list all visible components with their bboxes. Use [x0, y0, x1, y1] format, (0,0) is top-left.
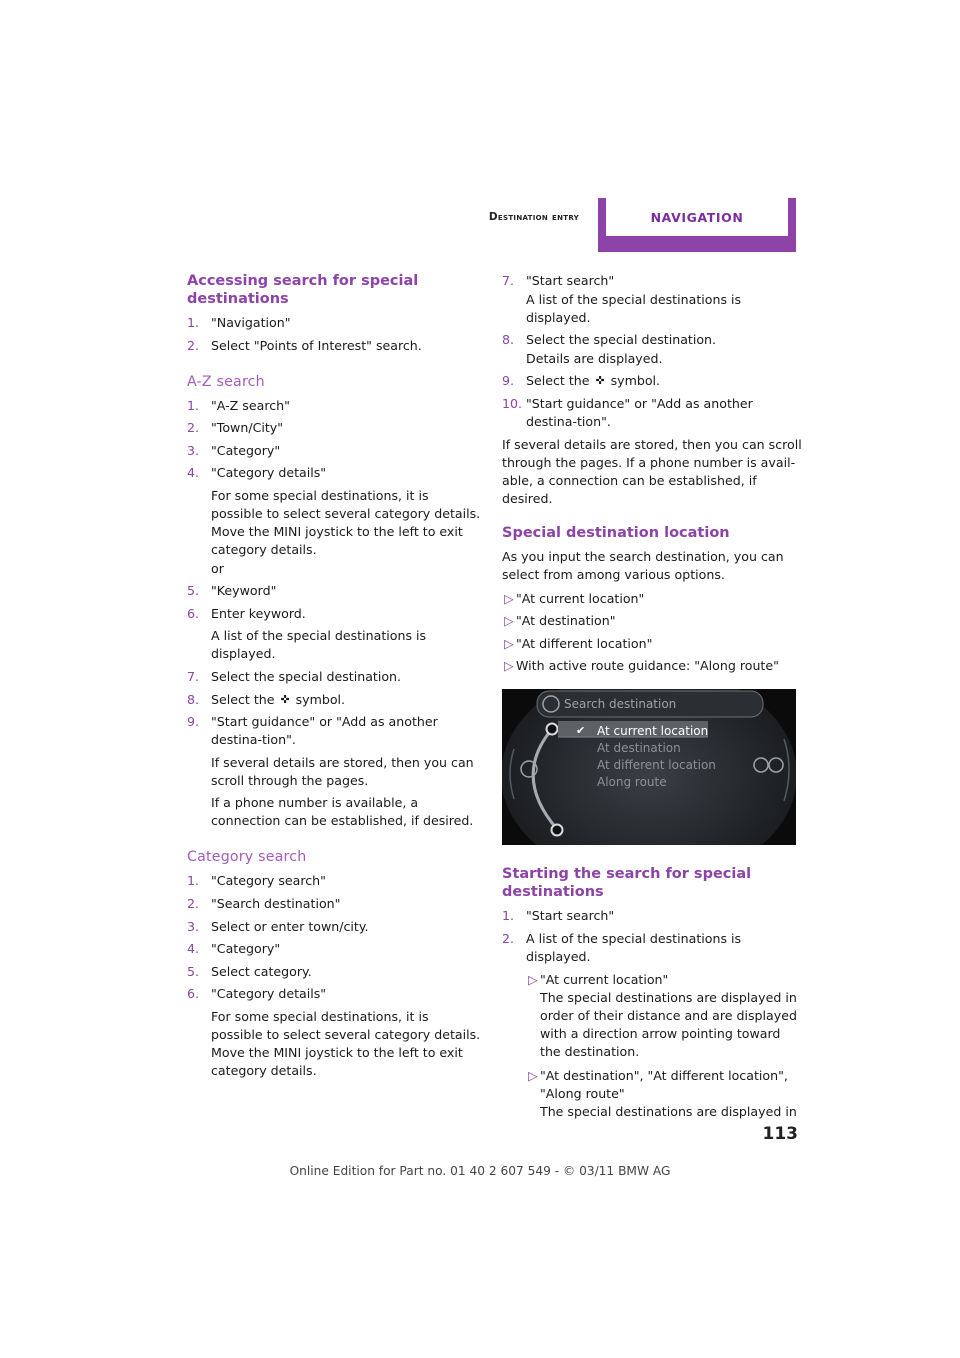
- list-item: 6. Enter keyword.: [187, 605, 306, 621]
- list-item: 5. Select category.: [187, 963, 312, 979]
- step-note: If several details are stored, then you can scroll through the pages.: [211, 754, 474, 788]
- list-item: 3. Select or enter town/city.: [187, 918, 369, 934]
- list-item: 5. "Keyword": [187, 583, 277, 599]
- access-steps: [187, 314, 483, 355]
- heading-starting-search: Starting the search for special destinations: [502, 866, 752, 901]
- details-symbol-icon: ✜: [595, 374, 605, 388]
- heading-accessing-search: Accessing search for special destinations: [187, 273, 419, 307]
- heading-special-destination-location: Special destination location: [502, 524, 730, 541]
- list-item: 9. "Start guidance" or "Add as another destina-tion".: [187, 714, 438, 748]
- bullet-icon: ▷: [504, 635, 514, 651]
- list-item: ▷ "At destination": [504, 613, 616, 629]
- header-section-title: Destination entry: [488, 211, 579, 223]
- step-note: Details are displayed.: [526, 350, 663, 366]
- bullet-icon: ▷: [504, 658, 514, 674]
- header-tab-label: NAVIGATION: [650, 209, 744, 225]
- step-note: A list of the special destinations is displayed.: [211, 628, 427, 662]
- list-item: ▷ "At different location": [504, 635, 653, 651]
- list-item: 10. "Start guidance" or "Add as another destina-tion".: [502, 395, 753, 429]
- list-item: 2. "Town/City": [187, 420, 284, 436]
- list-item: 8. Select the special destination.: [502, 332, 717, 348]
- idrive-screen-image: [502, 689, 796, 845]
- edition-footer: Online Edition for Part no. 01 40 2 607 549 - © 03/11 BMW AG: [289, 1164, 671, 1178]
- paragraph: As you input the search destination, you can select from among various options.: [502, 548, 784, 582]
- header-tab: [598, 198, 796, 252]
- heading-category-search: Category search: [187, 849, 307, 866]
- step-note: If a phone number is available, a connection can be established, if desired.: [211, 795, 474, 829]
- list-item: 8. Select the ✜ symbol.: [187, 691, 346, 707]
- list-item: ▷ "At current location" The special destinations are displayed in order of their distance and are displayed with a direction arrow pointing toward the destination.: [528, 971, 797, 1059]
- left-column: [187, 272, 483, 1084]
- bullet-icon: ▷: [504, 590, 514, 606]
- list-item: ▷ With active route guidance: "Along route": [504, 658, 779, 674]
- list-item: 2. "Search destination": [187, 895, 341, 911]
- list-item: ▷ "At current location": [504, 590, 645, 606]
- list-item: 1. "Navigation": [187, 315, 291, 330]
- bullet-icon: ▷: [504, 613, 514, 629]
- list-item: 2. A list of the special destinations is displayed.: [502, 930, 742, 964]
- list-item: 1. "A-Z search": [187, 397, 290, 413]
- step-note: For some special destinations, it is possible to select several category details. Move the MINI joystick to the left to exit category details.: [211, 487, 481, 557]
- paragraph: If several details are stored, then you can scroll through the pages. If a phone number is avail-able, a connection can be established, if desired.: [502, 436, 802, 506]
- list-item: ▷ "At destination", "At different location", "Along route" The special destinations are displayed in: [528, 1067, 797, 1119]
- heading-az-search: A-Z search: [187, 373, 265, 390]
- list-item: 4. "Category details": [187, 465, 327, 481]
- screen-menu-item-along-route: Along route: [597, 775, 667, 790]
- list-item: 3. "Category": [187, 442, 281, 458]
- list-item: 7. "Start search": [502, 273, 615, 288]
- bullet-icon: ▷: [528, 1067, 538, 1083]
- list-item: 6. "Category details": [187, 986, 327, 1002]
- list-item: 1. "Start search": [502, 908, 615, 924]
- list-item: 9. Select the ✜ symbol.: [502, 373, 661, 389]
- list-item: 2. Select "Points of Interest" search.: [187, 337, 422, 353]
- list-item: 7. Select the special destination.: [187, 668, 402, 684]
- list-item: 1. "Category search": [187, 873, 326, 889]
- step-note: A list of the special destinations is displayed.: [526, 291, 742, 325]
- bullet-icon: ▷: [528, 971, 538, 987]
- details-symbol-icon: ✜: [280, 692, 290, 706]
- list-item: 4. "Category": [187, 941, 281, 957]
- page-number: 113: [762, 1124, 798, 1144]
- right-column: [502, 272, 802, 1125]
- screen-menu-title: Search destination: [564, 697, 677, 712]
- screen-menu-item-destination: At destination: [597, 741, 681, 756]
- screen-menu-item-different-location: At different location: [597, 758, 716, 773]
- step-or: or: [211, 560, 224, 576]
- screen-menu-item-current-location: At current location: [597, 724, 709, 739]
- check-icon: ✔: [576, 724, 586, 738]
- step-note: For some special destinations, it is possible to select several category details. Move the MINI joystick to the left to exit category details.: [211, 1008, 481, 1078]
